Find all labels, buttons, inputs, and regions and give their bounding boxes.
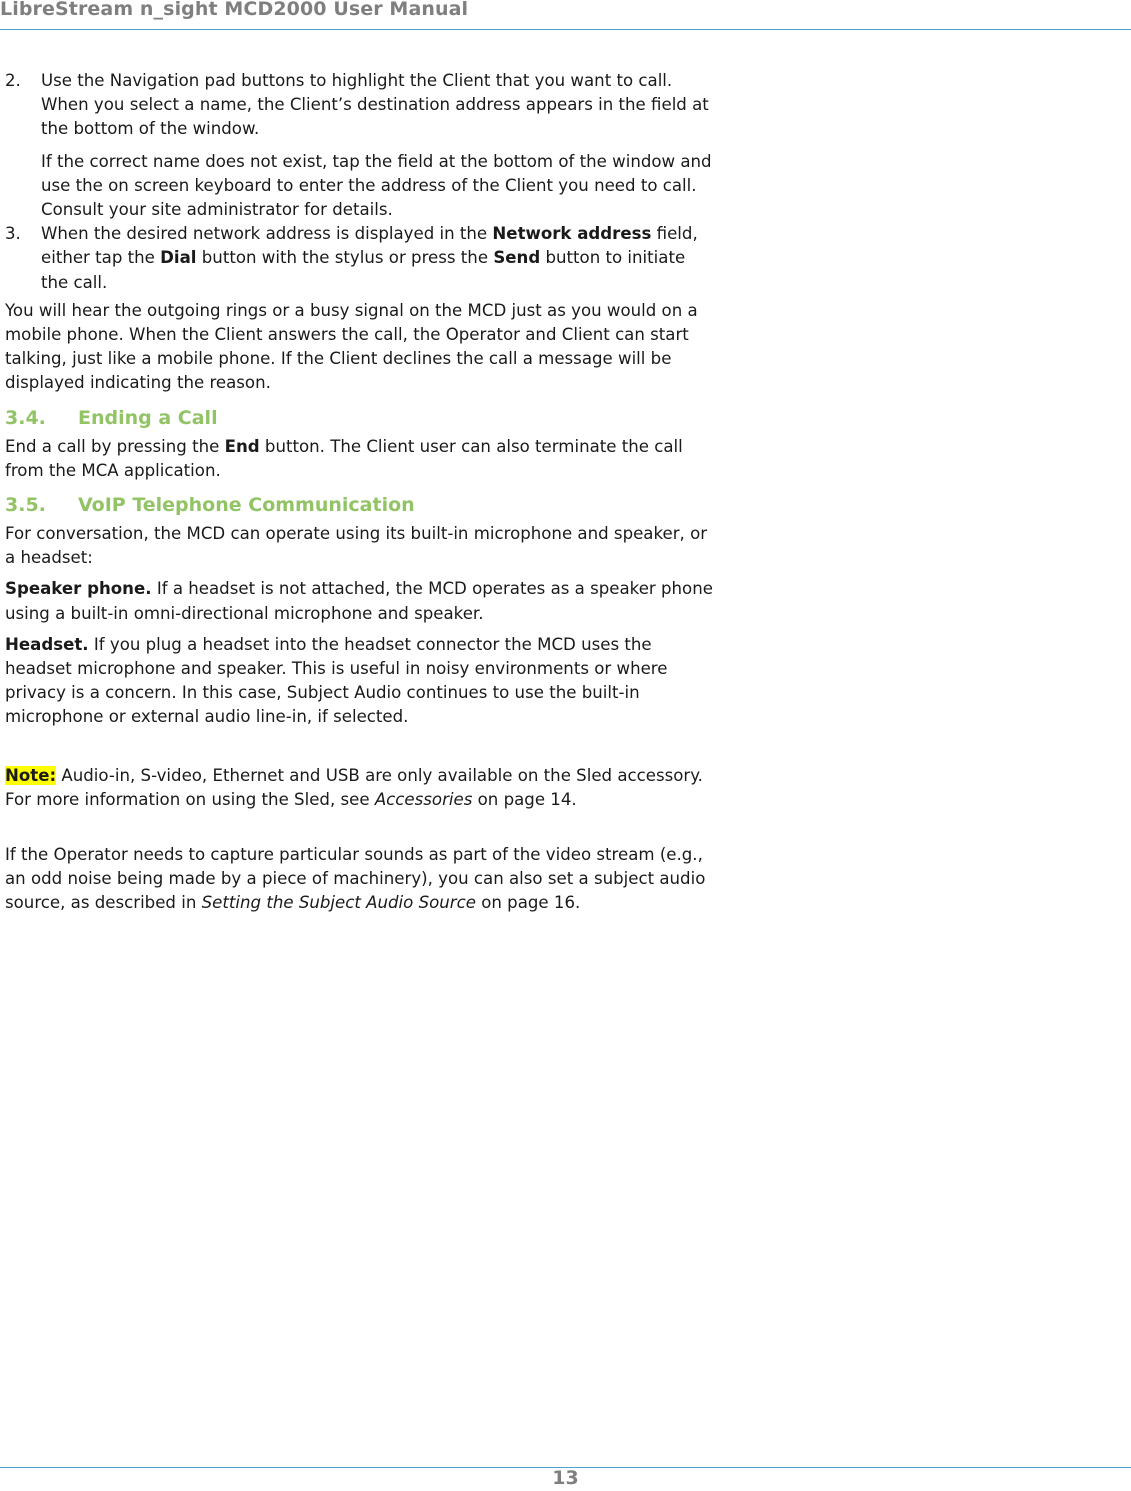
ending-call-paragraph [5, 435, 717, 483]
note-label: Note: [5, 765, 57, 785]
speaker-phone-label: Speaker phone. [5, 579, 152, 599]
voip-intro-paragraph: For conversation, the MCD can operate using its built-in microphone and speaker, or a headset: [5, 524, 708, 568]
page-footer [0, 1467, 1131, 1491]
network-address-term: Network address [492, 224, 652, 244]
header-title: LibreStream n_sight MCD2000 User Manual [0, 0, 469, 20]
speaker-phone-paragraph [5, 577, 717, 625]
section-heading-voip [5, 492, 717, 518]
headset-paragraph [5, 633, 717, 730]
paragraph-text: If the Operator needs to capture particular sounds as part of the video stream (e.g., an odd noise being made by a piece of machinery), you can also set a subject audio source, as described in [5, 845, 706, 913]
step-text: button with the stylus or press the [196, 248, 494, 268]
section-number: 3.4. [5, 406, 46, 429]
step-number: 3. [5, 224, 21, 244]
headset-label: Headset. [5, 634, 89, 654]
section-title: Ending a Call [78, 406, 218, 429]
step-2 [5, 69, 717, 142]
subject-audio-paragraph [5, 843, 717, 916]
step-2-subparagraph: If the correct name does not exist, tap the field at the bottom of the window and use the on screen keyboard to enter the address of the Client you need to call. Consult your site administrator for details. [41, 151, 712, 220]
note-paragraph [5, 764, 717, 812]
step-number: 2. [5, 71, 21, 90]
step-3 [5, 222, 717, 295]
page-number: 13 [552, 1467, 579, 1489]
step-text: button to initiate the call. [41, 248, 686, 292]
step-text: When the desired network address is displayed in the [41, 224, 493, 244]
section-heading-ending-a-call [5, 405, 717, 431]
outgoing-rings-paragraph: You will hear the outgoing rings or a busy signal on the MCD just as you would on a mobile phone. When the Client answers the call, the Operator and Client can start talking, just like a mobile phone. If the Client declines the call a message will be displayed indicating the reason. [5, 300, 698, 393]
subject-audio-reference: Setting the Subject Audio Source [201, 893, 476, 913]
paragraph-text: on page 16. [475, 893, 581, 913]
paragraph-text: If a headset is not attached, the MCD operates as a speaker phone using a built-in omni-directional microphone and speaker. [5, 579, 713, 623]
section-title: VoIP Telephone Communication [78, 494, 415, 517]
paragraph-text: on page 14. [472, 789, 577, 809]
step-text: field, either tap the [41, 224, 698, 268]
paragraph-text: button. The Client user can also terminate the call from the MCA application. [5, 436, 683, 480]
send-term: Send [493, 248, 541, 268]
end-term: End [224, 436, 260, 456]
document-body [5, 69, 717, 916]
page-header [0, 0, 1131, 30]
paragraph-text: End a call by pressing the [5, 436, 225, 456]
step-text: Use the Navigation pad buttons to highlight the Client that you want to call. When you select a name, the Client’s destination address appears in the field at the bottom of the window. [41, 71, 709, 139]
paragraph-text: Audio-in, S-video, Ethernet and USB are only available on the Sled accessory. For more information on using the Sled, see [5, 765, 703, 809]
paragraph-text: If you plug a headset into the headset connector the MCD uses the headset microphone and speaker. This is useful in noisy environments or where privacy is a concern. In this case, Subject Audio continues to use the built-in microphone or external audio line-in, if selected. [5, 634, 668, 727]
dial-term: Dial [160, 248, 197, 268]
accessories-reference: Accessories [374, 789, 473, 809]
section-number: 3.5. [5, 494, 46, 517]
